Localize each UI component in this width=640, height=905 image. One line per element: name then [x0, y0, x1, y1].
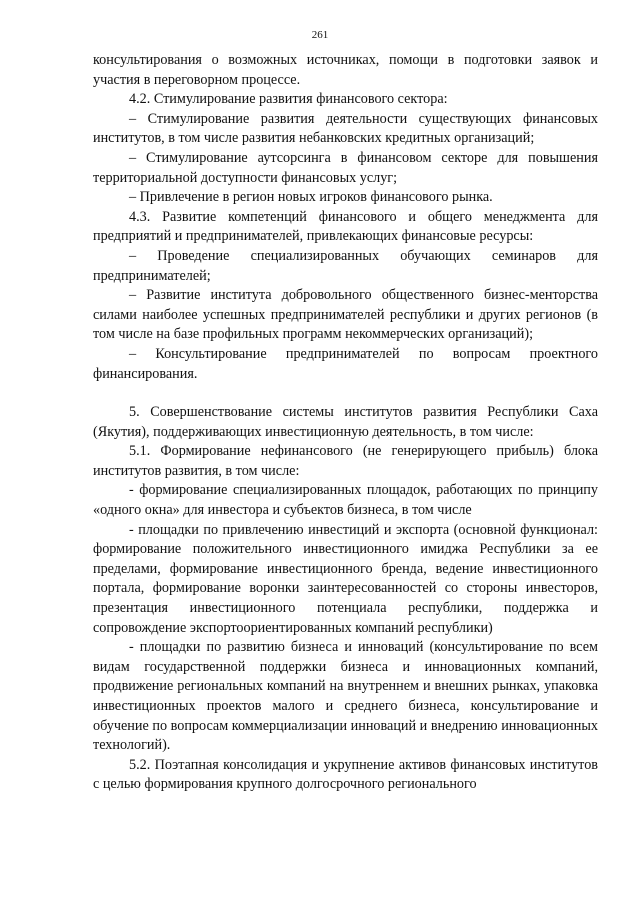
- paragraph: – Стимулирование развития деятельности существующих финансовых институтов, в том числе развития небанковских кредитных организаций;: [93, 110, 598, 147]
- paragraph: 5.1. Формирование нефинансового (не генерирующего прибыль) блока институтов развития, в том числе:: [93, 443, 598, 479]
- paragraph: - площадки по развитию бизнеса и инноваций (консультирование по всем видам государственной поддержки бизнеса и инновационных компаний, продвижение региональных компаний на внутреннем и внешних рынках, упаковка инвестиционных проектов малого и среднего бизнеса, консультирование и обучение по вопросам коммерциализации инноваций и внедрению инновационных технологий).: [93, 639, 598, 754]
- page-number: 261: [311, 29, 329, 41]
- paragraph: консультирования о возможных источниках, помощи в подготовки заявок и участия в переговорном процессе.: [93, 52, 598, 88]
- paragraph: - формирование специализированных площадок, работающих по принципу «одного окна» для инвестора и субъектов бизнеса, в том числе: [93, 482, 598, 519]
- section-gap: [93, 384, 598, 403]
- paragraph: - площадки по привлечению инвестиций и экспорта (основной функционал: формирование положительного инвестиционного имиджа Республики за ее пределами, формирование инвестиционного бренда, ведение инвестиционного портала, формирование воронки заинтересованностей со стороны инвесторов, презентация инвестиционного потенциала республики, поддержка и сопровождение экспортоориентированных компаний республики): [93, 521, 598, 636]
- paragraph: 4.2. Стимулирование развития финансового сектора:: [129, 91, 448, 108]
- paragraph: 4.3. Развитие компетенций финансового и общего менеджмента для предприятий и предпринимателей, привлекающих финансовые ресурсы:: [93, 208, 598, 245]
- paragraph: – Развитие института добровольного общественного бизнес-менторства силами наиболее успешных предпринимателей республики и других регионов (в том числе на базе профильных программ некоммерческих организаций);: [93, 287, 598, 343]
- paragraph: 5. Совершенствование системы институтов развития Республики Саха (Якутия), поддерживающих инвестиционную деятельность, в том числе:: [93, 404, 598, 440]
- body-text: [93, 51, 598, 795]
- paragraph: – Проведение специализированных обучающих семинаров для предпринимателей;: [93, 247, 598, 284]
- paragraph: – Привлечение в регион новых игроков финансового рынка.: [129, 189, 493, 206]
- paragraph: – Стимулирование аутсорсинга в финансовом секторе для повышения территориальной доступности финансовых услуг;: [93, 149, 598, 186]
- paragraph: 5.2. Поэтапная консолидация и укрупнение активов финансовых институтов с целью формирования крупного долгосрочного регионального: [93, 756, 598, 793]
- paragraph: – Консультирование предпринимателей по вопросам проектного финансирования.: [93, 345, 598, 382]
